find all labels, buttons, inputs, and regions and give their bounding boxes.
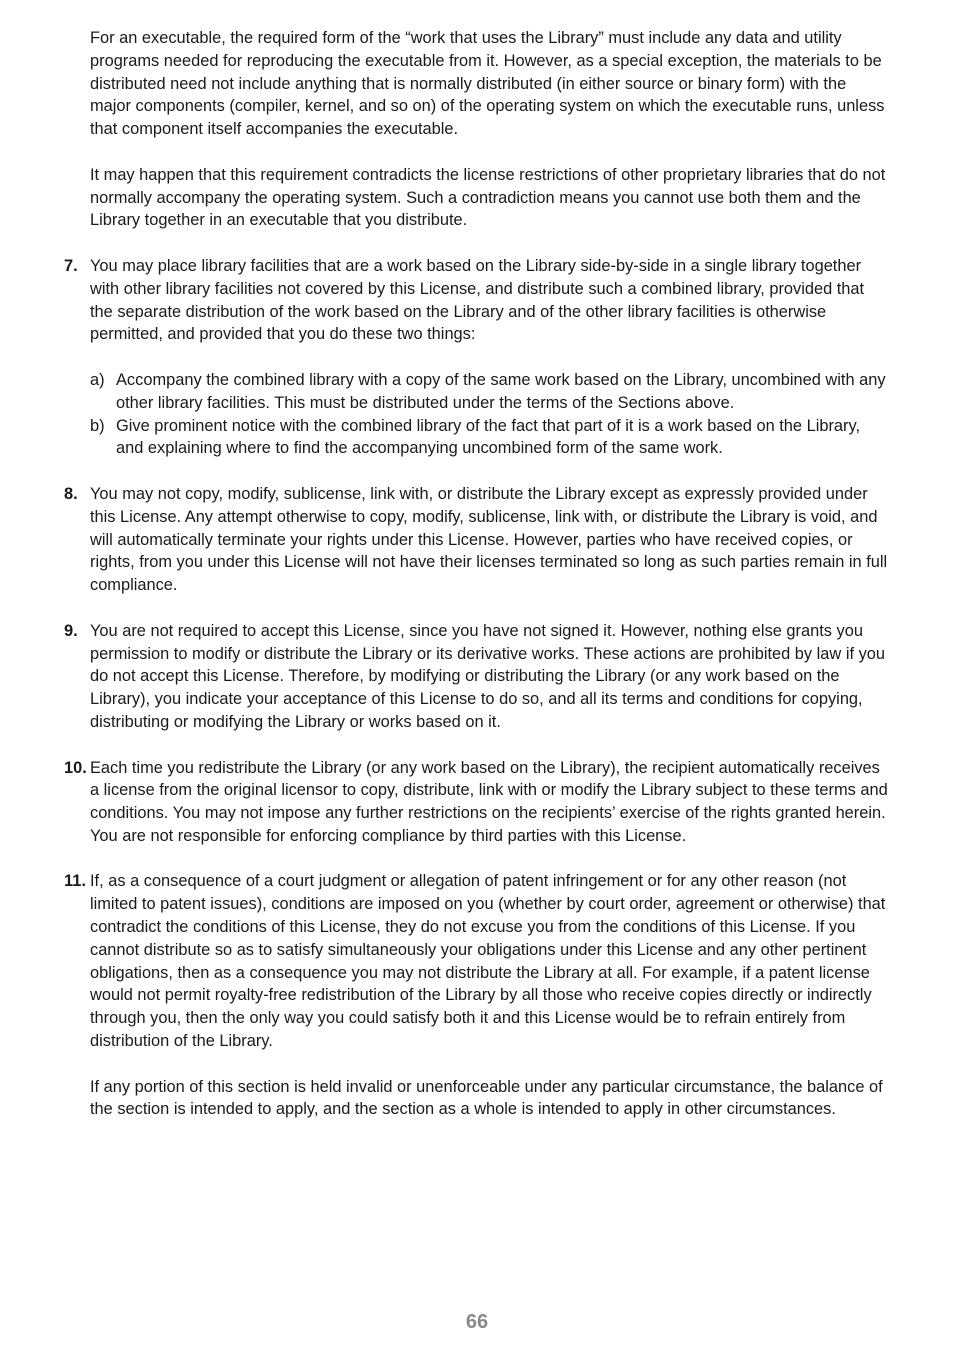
section-8	[64, 483, 890, 597]
intro-paragraph-2: It may happen that this requirement contradicts the license restrictions of other proprietary libraries that do not normally accompany the operating system. Such a contradiction means you cannot use both them and the Library together in an executable that you distribute.	[90, 165, 886, 230]
section-8-number: 8.	[64, 484, 78, 503]
section-7-subitem-a	[90, 369, 890, 415]
section-9-text: You are not required to accept this License, since you have not signed it. However, nothing else grants you permission to modify or distribute the Library or its derivative works. These actions are prohibited by law if you do not accept this License. Therefore, by modifying or distributing the Library (or any work based on the Library), you indicate your acceptance of this License to do so, and all its terms and conditions for copying, distributing or modifying the Library or works based on it.	[90, 621, 885, 731]
section-7-number: 7.	[64, 256, 78, 275]
section-10	[64, 757, 890, 848]
subitem-a-letter: a)	[90, 370, 105, 389]
section-9-number: 9.	[64, 621, 78, 640]
section-8-text: You may not copy, modify, sublicense, link with, or distribute the Library except as expressly provided under this License. Any attempt otherwise to copy, modify, sublicense, link with, or distribute the Library is void, and will automatically terminate your rights under this License. However, parties who have received copies, or rights, from you under this License will not have their licenses terminated so long as such parties remain in full compliance.	[90, 484, 888, 595]
page-number: 66	[465, 1311, 489, 1333]
section-10-text: Each time you redistribute the Library (or any work based on the Library), the recipient automatically receives a license from the original licensor to copy, distribute, link with or modify the Library subject to these terms and conditions. You may not impose any further restrictions on the recipients’ exercise of the rights granted herein. You are not responsible for enforcing compliance by third parties with this License.	[90, 758, 888, 845]
subitem-a-text: Accompany the combined library with a copy of the same work based on the Library, uncombined with any other library facilities. This must be distributed under the terms of the Sections above.	[116, 370, 886, 412]
section-7-text: You may place library facilities that are a work based on the Library side-by-side in a single library together with other library facilities not covered by this License, and distribute such a combined library, provided that the separate distribution of the work based on the Library and of the other library facilities is otherwise permitted, and provided that you do these two things:	[90, 256, 865, 344]
section-11	[64, 870, 890, 1121]
section-11-number: 11.	[64, 872, 86, 891]
page-content	[64, 27, 890, 1144]
subitem-b-letter: b)	[90, 416, 105, 435]
section-11-paragraph-2: If any portion of this section is held invalid or unenforceable under any particular circumstance, the balance of the section is intended to apply, and the section as a whole is intended to apply in other circumstances.	[90, 1077, 883, 1119]
intro-paragraph-1: For an executable, the required form of the “work that uses the Library” must include any data and utility programs needed for reproducing the executable from it. However, as a special exception, the materials to be distributed need not include anything that is normally distributed (in either source or binary form) with the major components (compiler, kernel, and so on) of the operating system on which the executable runs, unless that component itself accompanies the executable.	[90, 29, 885, 139]
section-10-number: 10.	[64, 758, 87, 777]
section-7	[64, 255, 890, 460]
section-9	[64, 620, 890, 734]
section-11-text: If, as a consequence of a court judgment or allegation of patent infringement or for any other reason (not limited to patent issues), conditions are imposed on you (whether by court order, agreement or otherwise) that contradict the conditions of this License, they do not excuse you from the conditions of this License. If you cannot distribute so as to satisfy simultaneously your obligations under this License and any other pertinent obligations, then as a consequence you may not distribute the Library at all. For example, if a patent license would not permit royalty-free redistribution of the Library by all those who receive copies directly or indirectly through you, then the only way you could satisfy both it and this License would be to refrain entirely from distribution of the Library.	[90, 872, 886, 1051]
section-7-subitem-b	[90, 415, 890, 461]
subitem-b-text: Give prominent notice with the combined library of the fact that part of it is a work based on the Library, and explaining where to find the accompanying uncombined form of the same work.	[116, 416, 861, 458]
section-7-sublist	[90, 369, 890, 460]
